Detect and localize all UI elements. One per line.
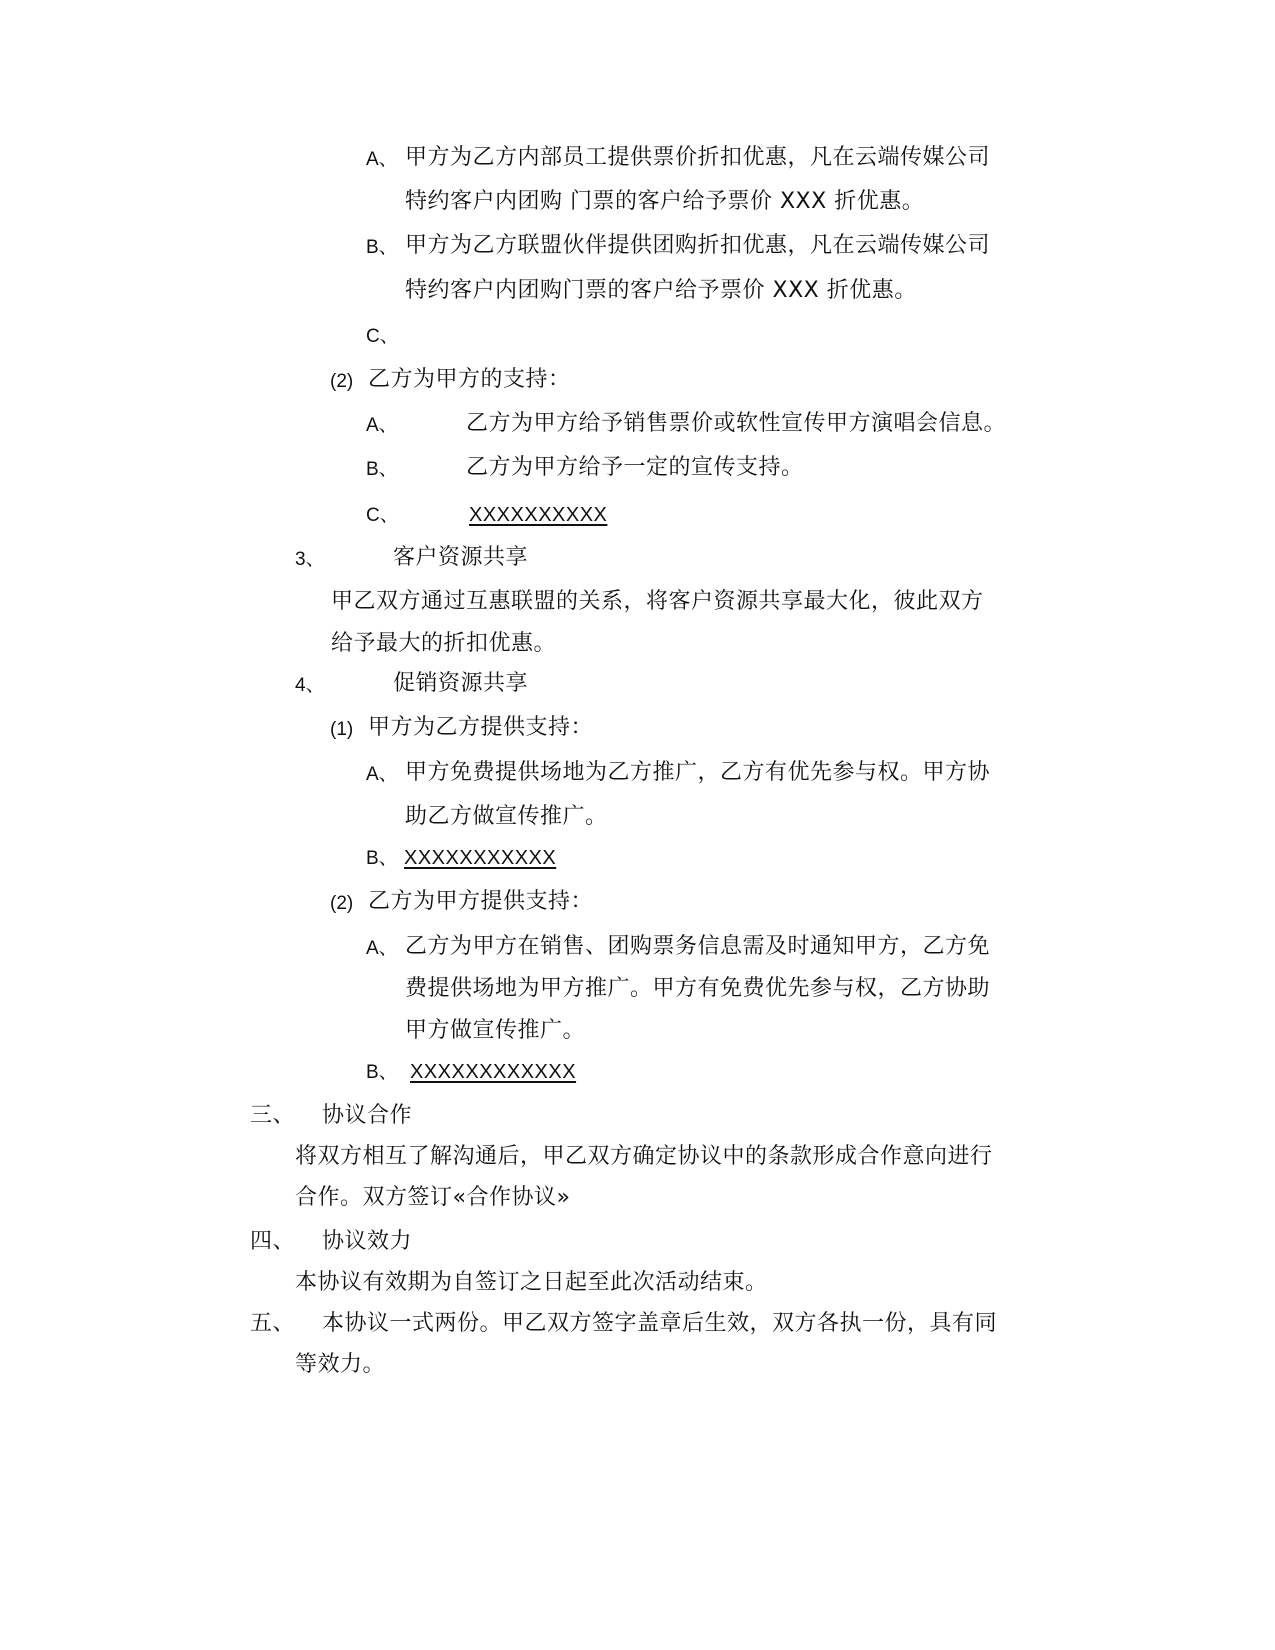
list-marker: C、 [366,326,399,347]
chapter-marker: 五、 [250,1311,296,1336]
paragraph-text: 本协议有效期为自签订之日起至此次活动结束。 [295,1270,768,1295]
chapter-marker: 四、 [250,1229,296,1254]
placeholder-text: XXXXXXXXXXXX [410,1061,577,1083]
list-marker: C、 [366,505,399,526]
list-item-text: 特约客户内团购门票的客户给予票价 XXX 折优惠。 [405,278,917,303]
list-item-text: 甲方做宣传推广。 [405,1018,586,1043]
list-item-text: 甲方免费提供场地为乙方推广，乙方有优先参与权。甲方协 [405,760,991,785]
list-marker: B、 [366,237,398,258]
paragraph-text: 甲乙双方通过互惠联盟的关系，将客户资源共享最大化，彼此双方 [331,589,984,614]
list-item-text: 特约客户内团购 门票的客户给予票价 XXX 折优惠。 [405,189,925,214]
paragraph-text: 合作。双方签订«合作协议» [295,1185,571,1210]
list-marker: A、 [366,938,398,959]
paragraph-text: 给予最大的折扣优惠。 [331,631,557,656]
chapter-marker: 三、 [250,1103,296,1128]
sub-section-marker: (2) [330,893,354,914]
section-marker: 4、 [295,675,325,696]
placeholder-text: XXXXXXXXXXX [404,847,557,869]
paragraph-text: 将双方相互了解沟通后，甲乙双方确定协议中的条款形成合作意向进行 [295,1144,993,1169]
list-marker: B、 [366,1062,398,1083]
list-item-text: 助乙方做宣传推广。 [405,804,608,829]
list-item-text: 乙方为甲方给予一定的宣传支持。 [466,455,804,480]
sub-section-heading: 乙方为甲方提供支持： [368,889,594,914]
list-marker: A、 [366,149,398,170]
list-item-text: 甲方为乙方内部员工提供票价折扣优惠，凡在云端传媒公司 [405,145,991,170]
placeholder-text: XXXXXXXXXX [469,504,608,526]
list-marker: A、 [366,415,398,436]
list-marker: B、 [366,848,398,869]
sub-section-marker: (2) [330,371,354,392]
list-item-text: 费提供场地为甲方推广。甲方有免费优先参与权，乙方协助 [405,976,991,1001]
section-heading: 客户资源共享 [393,545,529,570]
list-marker: A、 [366,764,398,785]
chapter-heading: 协议效力 [322,1229,413,1254]
list-marker: B、 [366,459,398,480]
section-marker: 3、 [295,549,325,570]
section-heading: 促销资源共享 [393,671,529,696]
sub-section-marker: (1) [330,719,354,740]
sub-section-heading: 乙方为甲方的支持： [368,367,571,392]
paragraph-text: 本协议一式两份。甲乙双方签字盖章后生效，双方各执一份，具有同 [322,1311,998,1336]
paragraph-text: 等效力。 [295,1352,386,1377]
chapter-heading: 协议合作 [322,1103,413,1128]
list-item-text: 甲方为乙方联盟伙伴提供团购折扣优惠，凡在云端传媒公司 [405,233,991,258]
sub-section-heading: 甲方为乙方提供支持： [368,715,594,740]
list-item-text: 乙方为甲方在销售、团购票务信息需及时通知甲方，乙方免 [405,934,991,959]
list-item-text: 乙方为甲方给予销售票价或软性宣传甲方演唱会信息。 [466,411,1007,436]
